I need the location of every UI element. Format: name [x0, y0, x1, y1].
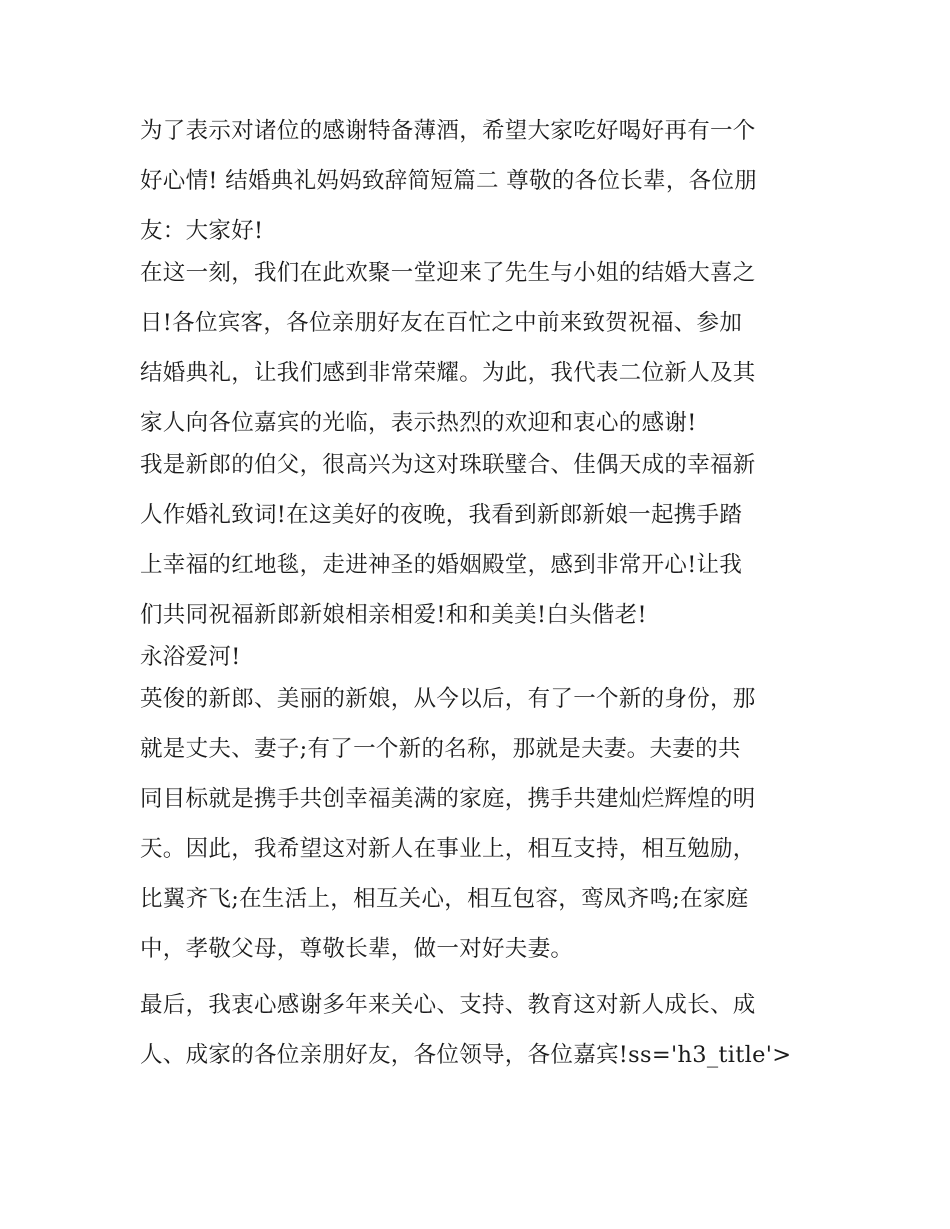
paragraph-blessing: 永浴爱河! [140, 644, 241, 670]
speech-body [140, 106, 820, 1080]
paragraph-closing: 最后，我衷心感谢多年来关心、支持、教育这对新人成长、成 人、成家的各位亲朋好友，各位领导，各位嘉宾!ss='h3_title'> [140, 992, 792, 1068]
paragraph-greeting: 在这一刻，我们在此欢聚一堂迎来了先生与小姐的结婚大喜之 日!各位宾客，各位亲朋好友在百忙之中前来致贺祝福、参加 结婚典礼，让我们感到非常荣耀。为此，我代表二位新人及其 家人向各位嘉宾的光临，表示热烈的欢迎和衷心的感谢! [140, 260, 756, 436]
paragraph-opening: 为了表示对诸位的感谢特备薄酒，希望大家吃好喝好再有一个 好心情! 结婚典礼妈妈致辞简短篇二 尊敬的各位长辈，各位朋 友：大家好! [140, 118, 758, 244]
paragraph-introduction: 我是新郎的伯父，很高兴为这对珠联璧合、佳偶天成的幸福新 人作婚礼致词!在这美好的夜晚，我看到新郎新娘一起携手踏 上幸福的红地毯，走进神圣的婚姻殿堂，感到非常开心!让我 们共同祝福新郎新娘相亲相爱!和和美美!白头偕老! [140, 452, 756, 628]
paragraph-wishes: 英俊的新郎、美丽的新娘，从今以后，有了一个新的身份，那 就是丈夫、妻子;有了一个新的名称，那就是夫妻。夫妻的共 同目标就是携手共创幸福美满的家庭，携手共建灿烂辉煌的明 天。因此，我希望这对新人在事业上，相互支持，相互勉励， 比翼齐飞;在生活上，相互关心，相互包容，鸾凤齐鸣;在家庭 中，孝敬父母，尊敬长辈，做一对好夫妻。 [140, 686, 756, 962]
